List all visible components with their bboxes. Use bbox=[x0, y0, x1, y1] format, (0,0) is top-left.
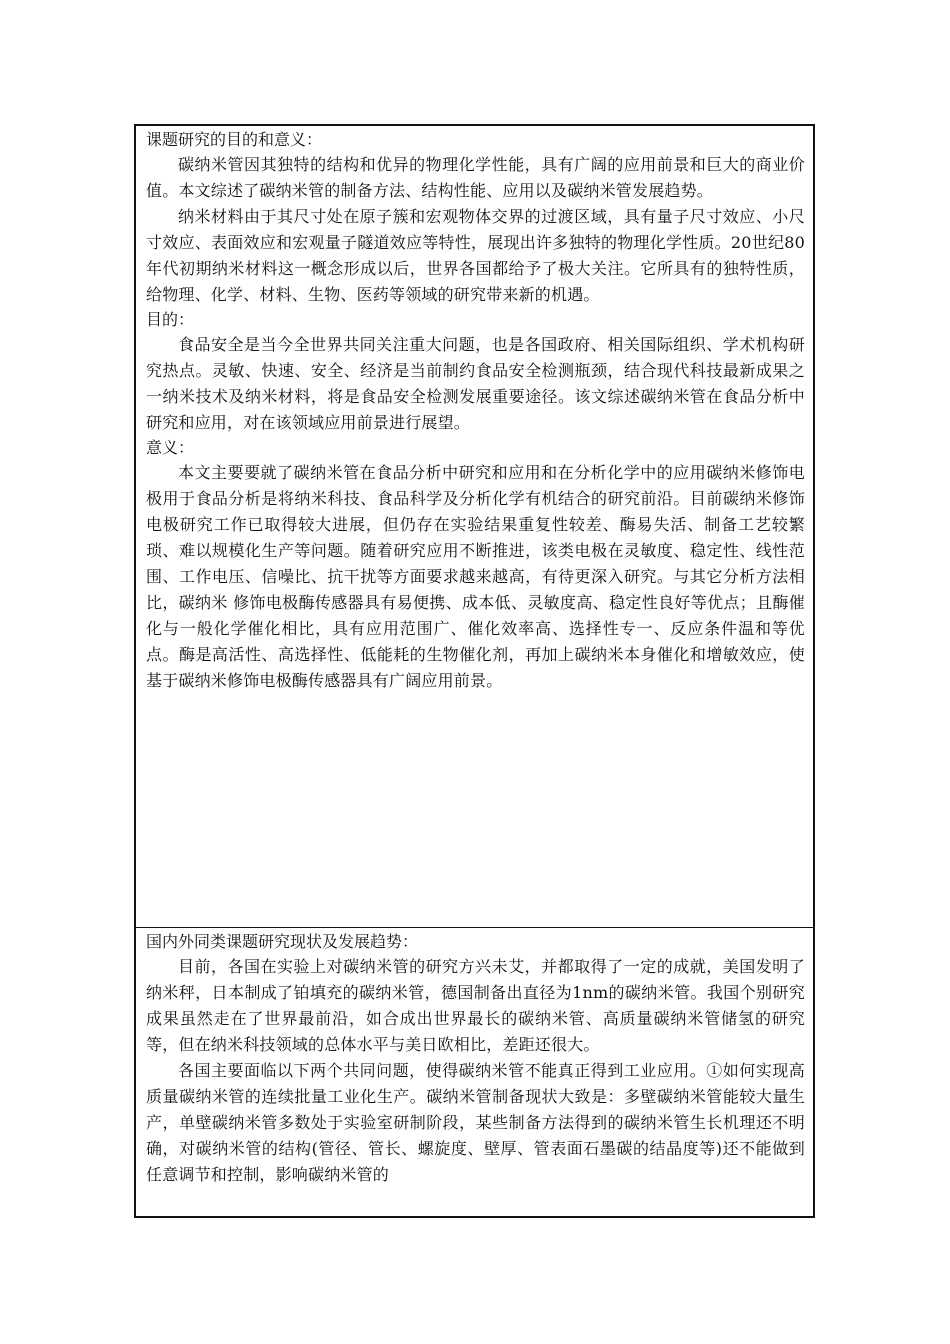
intro-paragraph: 纳米材料由于其尺寸处在原子簇和宏观物体交界的过渡区域，具有量子尺寸效应、小尺寸效应、表面效应和宏观量子隧道效应等特性，展现出许多独特的物理化学性质。20世纪80年代初期纳米材料这一概念形成以后，世界各国都给予了极大关注。它所具有的独特性质，给物理、化学、材料、生物、医药等领域的研究带来新的机遇。 bbox=[146, 207, 805, 304]
proposal-form-table bbox=[134, 124, 815, 1218]
purpose-and-significance-cell bbox=[136, 126, 813, 927]
significance-label: 意义： bbox=[146, 438, 195, 457]
aim-label: 目的： bbox=[146, 310, 195, 329]
purpose-heading: 课题研究的目的和意义： bbox=[146, 130, 323, 149]
research-status-cell bbox=[136, 928, 813, 1216]
status-paragraph: 各国主要面临以下两个共同问题，使得碳纳米管不能真正得到工业应用。①如何实现高质量碳纳米管的连续批量工业化生产。碳纳米管制备现状大致是：多壁碳纳米管能较大量生产，单壁碳纳米管多数处于实验室研制阶段，某些制备方法得到的碳纳米管生长机理还不明确，对碳纳米管的结构(管径、管长、螺旋度、壁厚、管表面石墨碳的结晶度等)还不能做到任意调节和控制，影响碳纳米管的 bbox=[146, 1061, 805, 1184]
status-paragraph: 目前，各国在实验上对碳纳米管的研究方兴未艾，并都取得了一定的成就，美国发明了纳米秤，日本制成了铂填充的碳纳米管，德国制备出直径为1nm的碳纳米管。我国个别研究成果虽然走在了世界最前沿，如合成出世界最长的碳纳米管、高质量碳纳米管储氢的研究等，但在纳米科技领域的总体水平与美日欧相比，差距还很大。 bbox=[146, 957, 805, 1054]
status-heading: 国内外同类课题研究现状及发展趋势： bbox=[146, 932, 419, 951]
intro-paragraph: 碳纳米管因其独特的结构和优异的物理化学性能，具有广阔的应用前景和巨大的商业价值。本文综述了碳纳米管的制备方法、结构性能、应用以及碳纳米管发展趋势。 bbox=[146, 155, 805, 200]
aim-paragraph: 食品安全是当今全世界共同关注重大问题，也是各国政府、相关国际组织、学术机构研究热点。灵敏、快速、安全、经济是当前制约食品安全检测瓶颈，结合现代科技最新成果之一纳米技术及纳米材料，将是食品安全检测发展重要途径。该文综述碳纳米管在食品分析中研究和应用，对在该领域应用前景进行展望。 bbox=[146, 335, 805, 432]
significance-paragraph: 本文主要要就了碳纳米管在食品分析中研究和应用和在分析化学中的应用碳纳米修饰电极用于食品分析是将纳米科技、食品科学及分析化学有机结合的研究前沿。目前碳纳米修饰电极研究工作已取得较大进展，但仍存在实验结果重复性较差、酶易失活、制备工艺较繁琐、难以规模化生产等问题。随着研究应用不断推进，该类电极在灵敏度、稳定性、线性范围、工作电压、信噪比、抗干扰等方面要求越来越高，有待更深入研究。与其它分析方法相比，碳纳米 修饰电极酶传感器具有易便携、成本低、灵敏度高、稳定性良好等优点；且酶催化与一般化学催化相比，具有应用范围广、催化效率高、选择性专一、反应条件温和等优点。酶是高活性、高选择性、低能耗的生物催化剂，再加上碳纳米本身催化和增敏效应，使基于碳纳米修饰电极酶传感器具有广阔应用前景。 bbox=[146, 463, 805, 690]
